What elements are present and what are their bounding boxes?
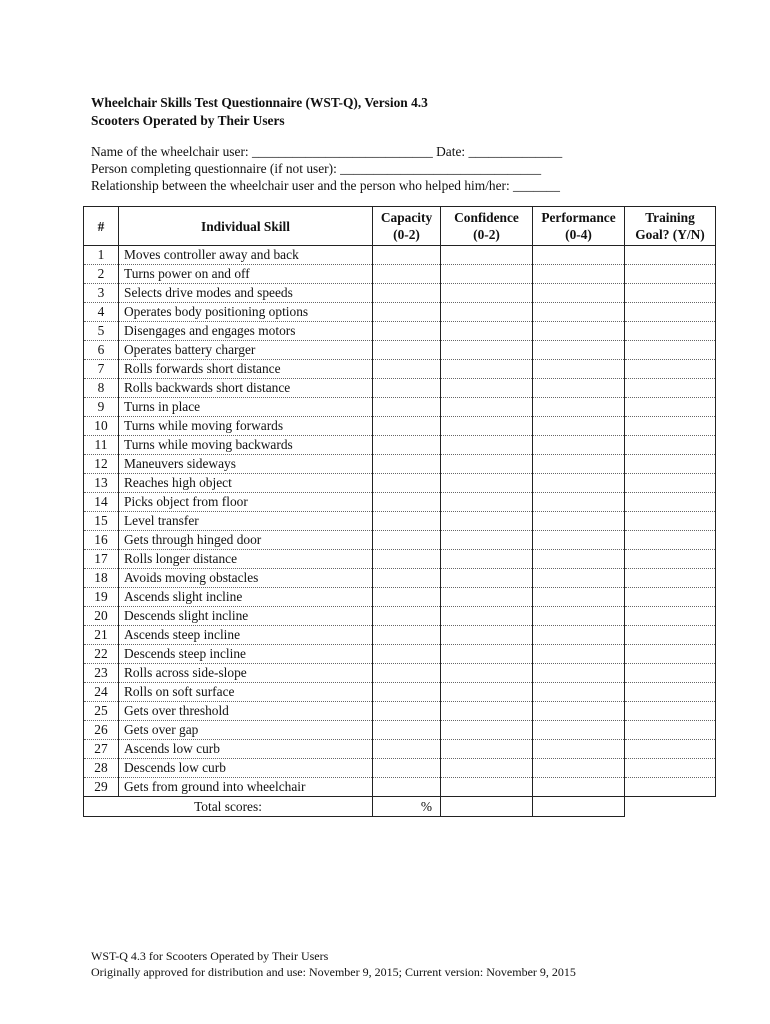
performance-cell[interactable] (533, 265, 625, 284)
header-performance (533, 207, 625, 246)
capacity-cell[interactable] (373, 588, 441, 607)
skill-number: 14 (84, 493, 119, 512)
confidence-cell[interactable] (441, 341, 533, 360)
skill-name: Ascends slight incline (119, 588, 373, 607)
skill-number: 8 (84, 379, 119, 398)
document-subtitle: Scooters Operated by Their Users (91, 113, 285, 128)
confidence-cell[interactable] (441, 303, 533, 322)
skill-name: Picks object from floor (119, 493, 373, 512)
training-goal-cell[interactable] (625, 398, 716, 417)
performance-cell[interactable] (533, 322, 625, 341)
skill-number: 28 (84, 759, 119, 778)
skill-name: Turns while moving backwards (119, 436, 373, 455)
capacity-cell[interactable] (373, 246, 441, 265)
confidence-cell[interactable] (441, 360, 533, 379)
table-row (84, 664, 716, 683)
performance-cell[interactable] (533, 588, 625, 607)
table-row (84, 683, 716, 702)
capacity-cell[interactable] (373, 417, 441, 436)
skill-name: Level transfer (119, 512, 373, 531)
table-row (84, 569, 716, 588)
skill-number: 24 (84, 683, 119, 702)
total-performance-cell[interactable] (533, 797, 625, 817)
table-row (84, 246, 716, 265)
performance-cell[interactable] (533, 683, 625, 702)
performance-cell[interactable] (533, 493, 625, 512)
table-row (84, 379, 716, 398)
skill-rows (84, 246, 716, 797)
performance-cell[interactable] (533, 702, 625, 721)
training-goal-cell[interactable] (625, 341, 716, 360)
confidence-cell[interactable] (441, 740, 533, 759)
skill-name: Reaches high object (119, 474, 373, 493)
confidence-cell[interactable] (441, 474, 533, 493)
header-training-goal-label: Training (645, 210, 695, 225)
capacity-cell[interactable] (373, 493, 441, 512)
skill-name: Ascends steep incline (119, 626, 373, 645)
skill-number: 2 (84, 265, 119, 284)
table-row (84, 550, 716, 569)
person-completing-field[interactable]: Person completing questionnaire (if not user): ______________________________ (91, 161, 542, 176)
training-goal-cell[interactable] (625, 474, 716, 493)
table-row (84, 721, 716, 740)
table-row (84, 778, 716, 797)
capacity-cell[interactable] (373, 322, 441, 341)
confidence-cell[interactable] (441, 322, 533, 341)
training-goal-cell[interactable] (625, 607, 716, 626)
name-date-field[interactable]: Name of the wheelchair user: ___________________________ Date: ______________ (91, 144, 563, 159)
confidence-cell[interactable] (441, 246, 533, 265)
skill-name: Descends slight incline (119, 607, 373, 626)
table-row (84, 493, 716, 512)
table-row (84, 474, 716, 493)
skill-number: 18 (84, 569, 119, 588)
table-row (84, 455, 716, 474)
capacity-cell[interactable] (373, 569, 441, 588)
confidence-cell[interactable] (441, 455, 533, 474)
skill-name: Maneuvers sideways (119, 455, 373, 474)
capacity-cell[interactable] (373, 379, 441, 398)
skill-number: 17 (84, 550, 119, 569)
confidence-cell[interactable] (441, 531, 533, 550)
performance-cell[interactable] (533, 607, 625, 626)
performance-cell[interactable] (533, 417, 625, 436)
header-confidence-range: (0-2) (473, 227, 500, 242)
table-row (84, 303, 716, 322)
total-percent-cell[interactable]: % (373, 797, 441, 817)
skill-name: Selects drive modes and speeds (119, 284, 373, 303)
table-row (84, 417, 716, 436)
capacity-cell[interactable] (373, 398, 441, 417)
confidence-cell[interactable] (441, 607, 533, 626)
confidence-cell[interactable] (441, 436, 533, 455)
performance-cell[interactable] (533, 284, 625, 303)
header-capacity-range: (0-2) (393, 227, 420, 242)
capacity-cell[interactable] (373, 474, 441, 493)
capacity-cell[interactable] (373, 341, 441, 360)
skill-number: 5 (84, 322, 119, 341)
confidence-cell[interactable] (441, 588, 533, 607)
confidence-cell[interactable] (441, 379, 533, 398)
skill-name: Gets through hinged door (119, 531, 373, 550)
relationship-field[interactable]: Relationship between the wheelchair user and the person who helped him/her: _______ (91, 178, 560, 193)
skill-name: Turns power on and off (119, 265, 373, 284)
performance-cell[interactable] (533, 398, 625, 417)
confidence-cell[interactable] (441, 778, 533, 797)
skill-number: 25 (84, 702, 119, 721)
skill-name: Ascends low curb (119, 740, 373, 759)
training-goal-cell[interactable] (625, 664, 716, 683)
confidence-cell[interactable] (441, 683, 533, 702)
table-row (84, 588, 716, 607)
performance-cell[interactable] (533, 550, 625, 569)
training-goal-cell[interactable] (625, 531, 716, 550)
skill-number: 26 (84, 721, 119, 740)
skill-number: 16 (84, 531, 119, 550)
performance-cell[interactable] (533, 569, 625, 588)
confidence-cell[interactable] (441, 626, 533, 645)
training-goal-cell[interactable] (625, 588, 716, 607)
skill-name: Turns in place (119, 398, 373, 417)
skill-number: 22 (84, 645, 119, 664)
header-confidence (441, 207, 533, 246)
performance-cell[interactable] (533, 626, 625, 645)
training-goal-cell[interactable] (625, 740, 716, 759)
table-row (84, 740, 716, 759)
performance-cell[interactable] (533, 664, 625, 683)
performance-cell[interactable] (533, 379, 625, 398)
table-row (84, 284, 716, 303)
skill-number: 1 (84, 246, 119, 265)
skill-number: 12 (84, 455, 119, 474)
performance-cell[interactable] (533, 436, 625, 455)
table-row (84, 265, 716, 284)
performance-cell[interactable] (533, 645, 625, 664)
total-label: Total scores: (84, 797, 373, 817)
table-row (84, 759, 716, 778)
confidence-cell[interactable] (441, 550, 533, 569)
document-title: Wheelchair Skills Test Questionnaire (WST-Q), Version 4.3 (91, 95, 428, 110)
capacity-cell[interactable] (373, 455, 441, 474)
header-training-goal-range: Goal? (Y/N) (635, 227, 705, 242)
capacity-cell[interactable] (373, 759, 441, 778)
skill-number: 29 (84, 778, 119, 797)
skill-name: Moves controller away and back (119, 246, 373, 265)
training-goal-cell[interactable] (625, 284, 716, 303)
skill-number: 11 (84, 436, 119, 455)
skill-name: Disengages and engages motors (119, 322, 373, 341)
training-goal-cell[interactable] (625, 778, 716, 797)
performance-cell[interactable] (533, 512, 625, 531)
performance-cell[interactable] (533, 778, 625, 797)
confidence-cell[interactable] (441, 512, 533, 531)
table-header-row (84, 207, 716, 246)
table-row (84, 531, 716, 550)
table-row (84, 626, 716, 645)
training-goal-cell[interactable] (625, 759, 716, 778)
skill-number: 21 (84, 626, 119, 645)
table-row (84, 436, 716, 455)
capacity-cell[interactable] (373, 284, 441, 303)
training-goal-cell[interactable] (625, 721, 716, 740)
training-goal-cell[interactable] (625, 512, 716, 531)
confidence-cell[interactable] (441, 645, 533, 664)
header-performance-range: (0-4) (565, 227, 592, 242)
header-training-goal (625, 207, 716, 246)
capacity-cell[interactable] (373, 702, 441, 721)
performance-cell[interactable] (533, 721, 625, 740)
table-row (84, 360, 716, 379)
skill-number: 4 (84, 303, 119, 322)
skill-number: 20 (84, 607, 119, 626)
skill-name: Gets over threshold (119, 702, 373, 721)
table-row (84, 702, 716, 721)
skill-name: Rolls across side-slope (119, 664, 373, 683)
training-goal-cell[interactable] (625, 417, 716, 436)
performance-cell[interactable] (533, 341, 625, 360)
confidence-cell[interactable] (441, 759, 533, 778)
form-fields (91, 143, 562, 194)
training-goal-cell[interactable] (625, 360, 716, 379)
capacity-cell[interactable] (373, 512, 441, 531)
skill-name: Descends low curb (119, 759, 373, 778)
skill-number: 19 (84, 588, 119, 607)
capacity-cell[interactable] (373, 664, 441, 683)
confidence-cell[interactable] (441, 721, 533, 740)
capacity-cell[interactable] (373, 436, 441, 455)
training-goal-cell[interactable] (625, 493, 716, 512)
skill-number: 3 (84, 284, 119, 303)
skill-name: Rolls forwards short distance (119, 360, 373, 379)
confidence-cell[interactable] (441, 398, 533, 417)
table-row (84, 398, 716, 417)
skill-name: Gets over gap (119, 721, 373, 740)
training-goal-cell[interactable] (625, 455, 716, 474)
performance-cell[interactable] (533, 474, 625, 493)
confidence-cell[interactable] (441, 265, 533, 284)
training-goal-cell[interactable] (625, 550, 716, 569)
skill-name: Operates body positioning options (119, 303, 373, 322)
skill-number: 27 (84, 740, 119, 759)
skill-name: Descends steep incline (119, 645, 373, 664)
confidence-cell[interactable] (441, 664, 533, 683)
table-row (84, 607, 716, 626)
header-num: # (84, 207, 119, 246)
capacity-cell[interactable] (373, 683, 441, 702)
performance-cell[interactable] (533, 455, 625, 474)
training-goal-cell[interactable] (625, 265, 716, 284)
capacity-cell[interactable] (373, 265, 441, 284)
page-footer (91, 948, 576, 980)
table-row (84, 512, 716, 531)
training-goal-cell[interactable] (625, 303, 716, 322)
skill-number: 7 (84, 360, 119, 379)
capacity-cell[interactable] (373, 607, 441, 626)
confidence-cell[interactable] (441, 702, 533, 721)
training-goal-cell[interactable] (625, 322, 716, 341)
footer-line-1: WST-Q 4.3 for Scooters Operated by Their Users (91, 949, 329, 963)
training-goal-cell[interactable] (625, 436, 716, 455)
performance-cell[interactable] (533, 740, 625, 759)
skill-name: Rolls backwards short distance (119, 379, 373, 398)
skill-number: 9 (84, 398, 119, 417)
header-capacity (373, 207, 441, 246)
performance-cell[interactable] (533, 531, 625, 550)
training-goal-cell[interactable] (625, 246, 716, 265)
capacity-cell[interactable] (373, 303, 441, 322)
capacity-cell[interactable] (373, 721, 441, 740)
capacity-cell[interactable] (373, 531, 441, 550)
header-confidence-label: Confidence (454, 210, 519, 225)
performance-cell[interactable] (533, 246, 625, 265)
skill-number: 10 (84, 417, 119, 436)
skill-name: Turns while moving forwards (119, 417, 373, 436)
confidence-cell[interactable] (441, 493, 533, 512)
header-performance-label: Performance (541, 210, 616, 225)
training-goal-cell[interactable] (625, 683, 716, 702)
capacity-cell[interactable] (373, 550, 441, 569)
total-row (84, 797, 716, 817)
total-confidence-cell[interactable] (441, 797, 533, 817)
training-goal-cell[interactable] (625, 645, 716, 664)
table-row (84, 322, 716, 341)
training-goal-cell[interactable] (625, 379, 716, 398)
skill-number: 13 (84, 474, 119, 493)
training-goal-cell[interactable] (625, 626, 716, 645)
confidence-cell[interactable] (441, 417, 533, 436)
header-skill: Individual Skill (119, 207, 373, 246)
skill-name: Gets from ground into wheelchair (119, 778, 373, 797)
footer-line-2: Originally approved for distribution and use: November 9, 2015; Current version: November 9, 2015 (91, 965, 576, 979)
skill-number: 23 (84, 664, 119, 683)
skill-name: Avoids moving obstacles (119, 569, 373, 588)
performance-cell[interactable] (533, 360, 625, 379)
document-title-block (91, 94, 428, 130)
skill-number: 15 (84, 512, 119, 531)
table-row (84, 341, 716, 360)
total-blank-cell (625, 797, 716, 817)
skill-number: 6 (84, 341, 119, 360)
performance-cell[interactable] (533, 303, 625, 322)
skills-table (83, 206, 716, 817)
confidence-cell[interactable] (441, 569, 533, 588)
skill-name: Rolls on soft surface (119, 683, 373, 702)
capacity-cell[interactable] (373, 740, 441, 759)
capacity-cell[interactable] (373, 645, 441, 664)
confidence-cell[interactable] (441, 284, 533, 303)
skill-name: Operates battery charger (119, 341, 373, 360)
capacity-cell[interactable] (373, 360, 441, 379)
table-row (84, 645, 716, 664)
capacity-cell[interactable] (373, 626, 441, 645)
training-goal-cell[interactable] (625, 569, 716, 588)
performance-cell[interactable] (533, 759, 625, 778)
training-goal-cell[interactable] (625, 702, 716, 721)
capacity-cell[interactable] (373, 778, 441, 797)
header-capacity-label: Capacity (380, 210, 433, 225)
skill-name: Rolls longer distance (119, 550, 373, 569)
